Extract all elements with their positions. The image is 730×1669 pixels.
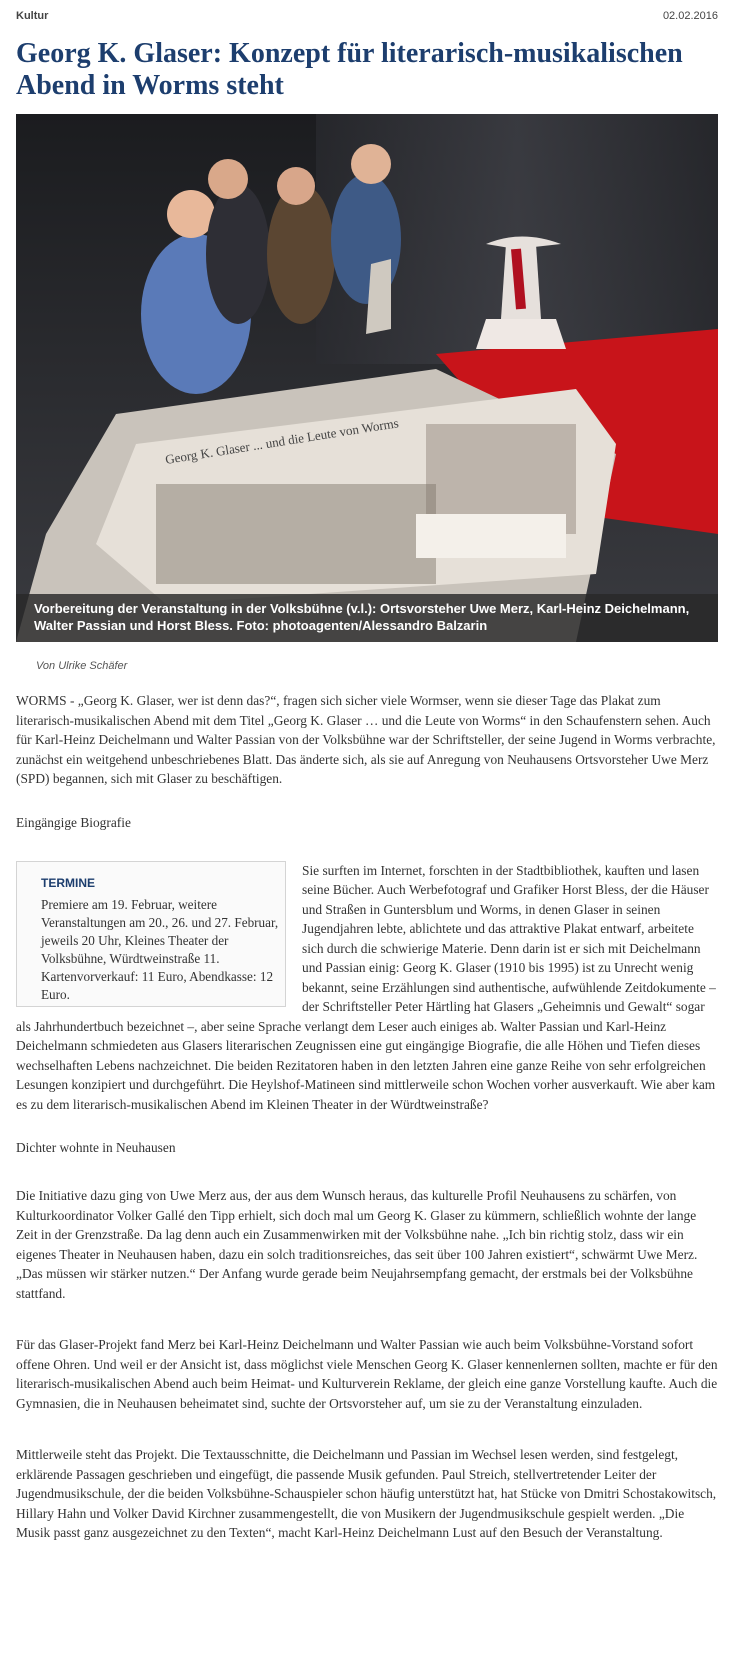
photo-illustration <box>16 114 718 642</box>
section-label[interactable]: Kultur <box>16 10 49 22</box>
publish-date: 02.02.2016 <box>662 10 718 22</box>
article-photo[interactable] <box>16 114 718 642</box>
article-header-bar <box>16 0 718 30</box>
poster-headline: Georg K. Glaser ... und die Leute von Worms <box>164 415 400 467</box>
article-paragraph-5: Mittlerweile steht das Projekt. Die Textausschnitte, die Deichelmann und Passian im Wechsel lesen werden, sind festgelegt, erklärende Passagen geschrieben und eingefügt, die passende Musik gefunden. Paul Streich, stellvertretender Leiter der Jugendmusikschule, der die beiden Volksbühne-Schauspieler schon häufig unterstützt hat, hat Stücke von Dmitri Schostakowitsch, Hillary Hahn und Volker David Kirchner zusammengestellt, die von Musikern der Jugendmusikschule gespielt werden. „Die Musik passt ganz ausgezeichnet zu den Texten“, macht Karl-Heinz Deichelmann Lust auf den Besuch der Veranstaltung. <box>16 1447 717 1540</box>
infobox-title: TERMINE <box>41 875 95 890</box>
article-paragraph-4: Für das Glaser-Projekt fand Merz bei Karl-Heinz Deichelmann und Walter Passian wie auch beim Volksbühne-Vorstand sofort offene Ohren. Und weil er der Ansicht ist, dass möglichst viele Menschen Georg K. Glaser kennenlernen sollten, machte er für den literarisch-musikalischen Abend auch beim Heimat- und Kulturverein Reklame, der gleich eine ganze Vorstellung kaufte. Auch die Gymnasien, die in Neuhausen beheimatet sind, suchte der Ortsvorsteher auf, um sie zu der Veranstaltung einzuladen. <box>16 1337 718 1411</box>
article-page <box>16 0 718 1543</box>
photo-caption: Vorbereitung der Veranstaltung in der Volksbühne (v.l.): Ortsvorsteher Uwe Merz, Karl-Heinz Deichelmann, Walter Passian und Horst Bless. Foto: photoagenten/Alessandro Balzarin <box>16 594 718 642</box>
infobox-text: Premiere am 19. Februar, weitere Veranstaltungen am 20., 26. und 27. Februar, jeweils 20 Uhr, Kleines Theater der Volksbühne, Würdtweinstraße 11. Kartenvorverkauf: 11 Euro, Abendkasse: 12 Euro. <box>41 896 279 1002</box>
subheading-biography: Eingängige Biografie <box>16 814 131 830</box>
dates-infobox <box>16 861 286 1007</box>
article-paragraph-1: WORMS - „Georg K. Glaser, wer ist denn das?“, fragen sich sicher viele Wormser, wenn sie dieser Tage das Plakat zum literarisch-musikalischen Abend mit dem Titel „Georg K. Glaser … und die Leute von Worms“ in den Schaufenstern sehen. Auch für Karl-Heinz Deichelmann und Walter Passian von der Volksbühne war der Schriftsteller, der seine Jugend in Worms verbrachte, zunächst ein weitgehend unbeschriebenes Blatt. Das änderte sich, als sie auf Anregung von Neuhausens Ortsvorsteher Uwe Merz (SPD) begannen, sich mit Glaser zu beschäftigen. <box>16 693 716 786</box>
article-paragraph-2: Sie surften im Internet, forschten in der Stadtbibliothek, kauften und lasen seine Bücher. Auch Werbefotograf und Grafiker Horst Bless, der die Häuser und Straßen in Guntersblum und Worms, in denen Glaser in seinen Jugendjahren lebte, ablichtete und das attraktive Plakat entwarf, arbeitete sich durch die schwierige Materie. Denn darin ist er sich mit Deichelmann und Passian einig: Georg K. Glaser (1910 bis 1995) ist zu Unrecht wenig bekannt, seine Erzählungen sind authentische, aufwühlende Zeitdokumente – der Schriftsteller Peter Härtling hat Glasers „Geheimnis und Gewalt“ sogar als Jahrhundertbuch bezeichnet –, aber seine Sprache verlangt dem Leser auch einiges ab. Walter Passian und Karl-Heinz Deichelmann schmiedeten aus Glasers literarischen Zeugnissen eine gut eingängige Biografie, die alle Höhen und Tiefen dieses wechselhaften Lebens nachzeichnet. Die beiden Rezitatoren haben in den letzten Jahren eine ganze Reihe von sehr erfolgreichen Lesungen konzipiert und durchgeführt. Die Heylshof-Matineen sind mittlerweile schon Wochen vorher ausverkauft. Wie aber kam es zu dem literarisch-musikalischen Abend im Kleinen Theater in der Würdtweinstraße? <box>16 862 716 1112</box>
article-paragraph-3: Die Initiative dazu ging von Uwe Merz aus, der aus dem Wunsch heraus, das kulturelle Profil Neuhausens zu schärfen, von Kulturkoordinator Volker Gallé den Tipp erhielt, sich doch mal um Georg K. Glaser zu kümmern, schließlich wohnte der lange Zeit in der Grenzstraße. Da lag denn auch ein Zusammenwirken mit der Volksbühne nahe. „Ich bin richtig stolz, dass wir ein eigenes Theater in Neuhausen haben, dazu ein solch traditionsreiches, das seit über 100 Jahren existiert“, schwärmt Uwe Merz. „Das müssen wir stärker nutzen.“ Der Anfang wurde gerade beim Neujahrsempfang gemacht, der erstmals bei der Volksbühne stattfand. <box>16 1188 698 1301</box>
author-byline: Von Ulrike Schäfer <box>36 660 128 672</box>
subheading-neuhausen: Dichter wohnte in Neuhausen <box>16 1140 176 1155</box>
article-title: Georg K. Glaser: Konzept für literarisch-musikalischen Abend in Worms steht <box>16 38 683 101</box>
